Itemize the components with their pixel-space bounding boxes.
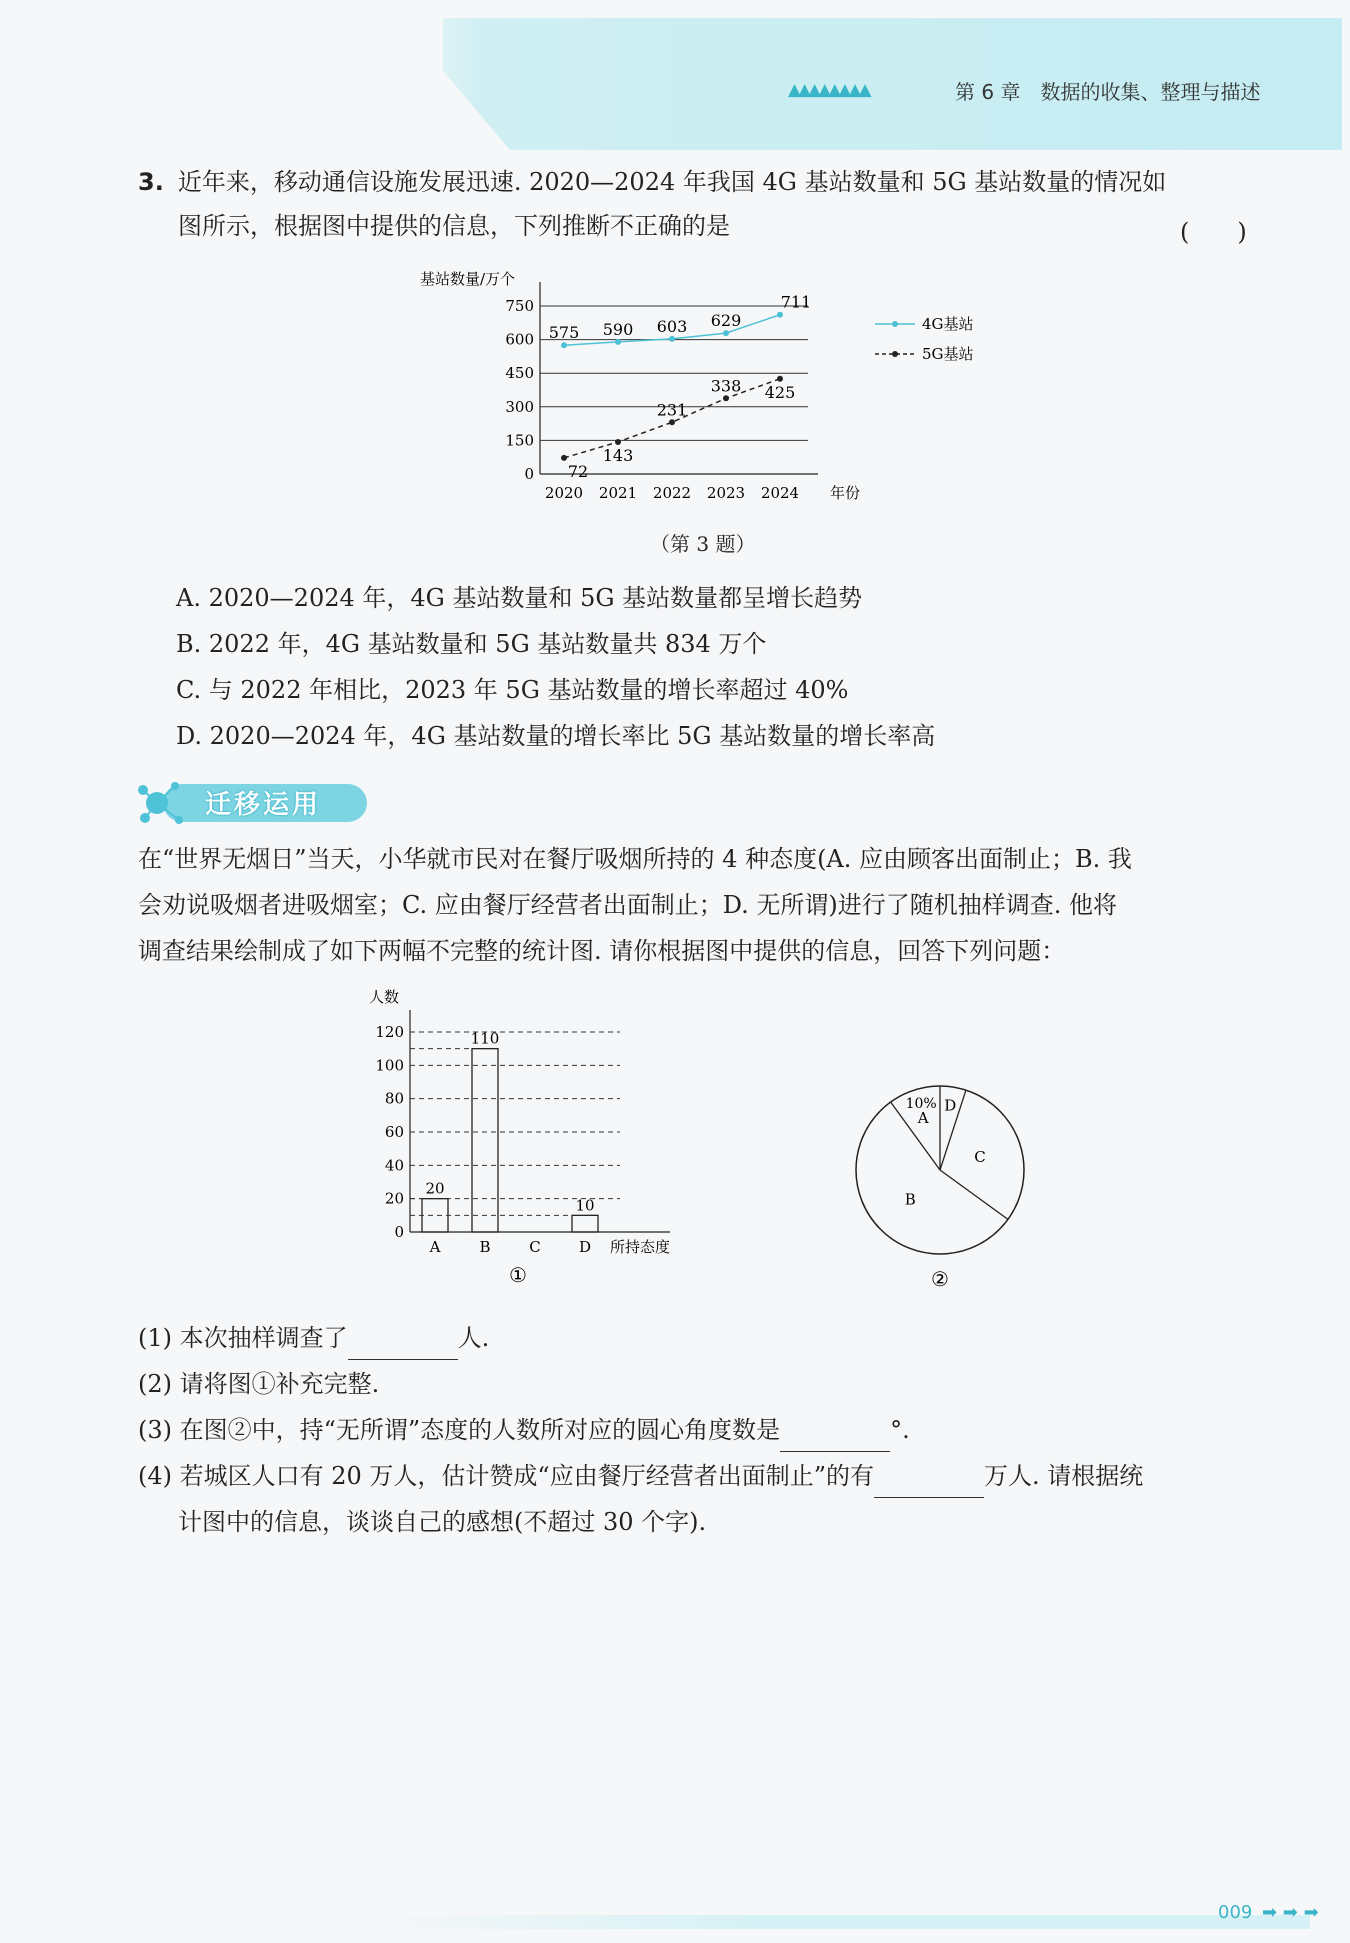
bar-chart-y-tick: 100	[375, 1056, 404, 1075]
bar-chart-y-tick: 80	[384, 1089, 404, 1108]
line-chart-x-tick: 2023	[706, 484, 746, 502]
bar-chart-x-tick: C	[529, 1238, 541, 1256]
line-chart-data-label: 590	[602, 319, 634, 339]
problem-line3: 调查结果绘制成了如下两幅不完整的统计图. 请你根据图中提供的信息，回答下列问题：	[138, 937, 1066, 965]
question-number: 3.	[138, 168, 164, 196]
page-number: 009	[1218, 1902, 1253, 1923]
option-d: D. 2020—2024 年，4G 基站数量的增长率比 5G 基站数量的增长率高	[176, 722, 936, 750]
line-chart-data-label: 711	[780, 292, 812, 312]
sub-question-1	[138, 1316, 489, 1360]
option-a: A. 2020—2024 年，4G 基站数量和 5G 基站数量都呈增长趋势	[176, 584, 863, 612]
pie-slice-percent-label: 10%	[905, 1096, 937, 1113]
sub-question-3	[138, 1408, 910, 1452]
pie-slice-boundary	[891, 1102, 940, 1170]
line-chart-ylabel: 基站数量/万个	[420, 270, 516, 288]
chapter-title: 第 6 章 数据的收集、整理与描述	[955, 80, 1261, 104]
sub-question-4-text: (4) 若城区人口有 20 万人，估计赞成“应由餐厅经营者出面制止”的有	[138, 1462, 874, 1490]
line-chart-point	[669, 419, 675, 425]
bar-chart-y-tick: 40	[384, 1156, 404, 1175]
sub-question-4-suffix: 万人. 请根据统	[983, 1462, 1144, 1490]
option-c: C. 与 2022 年相比，2023 年 5G 基站数量的增长率超过 40%	[176, 676, 849, 704]
figure-caption-q3: （第 3 题）	[650, 532, 756, 556]
line-chart-xlabel: 年份	[830, 484, 861, 502]
bar-chart-y-tick: 20	[384, 1189, 404, 1208]
bar-D	[572, 1215, 598, 1232]
pie-chart	[830, 1060, 1050, 1290]
line-chart-legend-marker	[892, 351, 898, 357]
bar-chart-x-tick: A	[429, 1238, 441, 1256]
page-arrow-icon: ➡ ➡ ➡	[1262, 1902, 1319, 1923]
section-title: 迁移运用	[205, 790, 322, 820]
sub-question-1-suffix: 人.	[457, 1324, 490, 1352]
line-chart-data-label: 629	[710, 311, 742, 331]
line-chart-legend-label: 4G基站	[922, 315, 974, 333]
line-chart-legend-marker	[892, 321, 898, 327]
line-chart-point	[777, 376, 783, 382]
question-3	[138, 160, 1166, 204]
bar-chart-caption: ①	[509, 1263, 527, 1287]
line-chart-data-label: 575	[548, 323, 580, 343]
line-chart-y-tick: 150	[505, 431, 534, 450]
footer-band	[380, 1915, 1310, 1929]
line-chart-x-tick: 2022	[652, 484, 692, 502]
line-chart-point	[615, 339, 621, 345]
line-chart-data-label: 72	[567, 461, 589, 481]
bar-chart-x-tick: B	[479, 1238, 491, 1256]
answer-blank[interactable]	[874, 1469, 984, 1498]
line-chart-point	[561, 342, 567, 348]
bar-chart-xlabel: 所持态度	[610, 1238, 671, 1256]
line-chart-x-tick: 2024	[760, 484, 800, 502]
line-chart-point	[615, 439, 621, 445]
sub-question-4	[138, 1454, 1143, 1498]
line-chart-x-tick: 2020	[544, 484, 584, 502]
line-chart-data-label: 338	[710, 376, 742, 396]
pie-slice-label-A: A	[917, 1109, 929, 1128]
bar-chart-x-tick: D	[578, 1238, 592, 1256]
bar-chart-y-tick: 0	[394, 1223, 404, 1241]
line-chart-point	[723, 330, 729, 336]
line-chart	[410, 262, 1010, 512]
sub-question-4-line2: 计图中的信息，谈谈自己的感想(不超过 30 个字).	[178, 1508, 707, 1536]
bar-B	[472, 1049, 498, 1232]
bar-chart-y-tick: 120	[375, 1023, 404, 1041]
line-chart-point	[777, 312, 783, 318]
pie-slice-label-C: C	[974, 1148, 986, 1167]
line-chart-point	[561, 455, 567, 461]
problem-line2: 会劝说吸烟者进吸烟室；C. 应由餐厅经营者出面制止；D. 无所谓)进行了随机抽样调查. 他将	[138, 891, 1118, 919]
question-3-line1: 近年来，移动通信设施发展迅速. 2020—2024 年我国 4G 基站数量和 5G 基站数量的情况如	[177, 168, 1167, 196]
bar-chart-data-label: 10	[575, 1196, 595, 1215]
bar-chart-ylabel: 人数	[369, 988, 400, 1006]
line-chart-data-label: 143	[602, 445, 634, 465]
line-chart-y-tick: 600	[505, 330, 534, 349]
header-decoration-icon: ▲▲▲▲▲▲▲▲	[788, 80, 869, 100]
sub-question-2: (2) 请将图①补充完整.	[138, 1370, 380, 1398]
answer-blank[interactable]	[348, 1331, 458, 1360]
pie-slice-label-B: B	[904, 1190, 916, 1209]
question-3-line2: 图所示，根据图中提供的信息，下列推断不正确的是	[178, 212, 730, 240]
bar-A	[422, 1199, 448, 1232]
line-chart-y-tick: 0	[524, 465, 534, 483]
answer-blank[interactable]	[780, 1423, 890, 1452]
bar-chart-data-label: 20	[425, 1179, 445, 1198]
sub-question-3-text: (3) 在图②中，持“无所谓”态度的人数所对应的圆心角度数是	[138, 1416, 781, 1444]
line-chart-data-label: 603	[656, 316, 688, 336]
bar-chart-y-tick: 60	[384, 1123, 404, 1141]
line-chart-data-label: 231	[656, 400, 688, 420]
pie-slice-boundary	[940, 1170, 1008, 1219]
sub-question-1-text: (1) 本次抽样调查了	[138, 1324, 348, 1352]
line-chart-y-tick: 300	[505, 397, 534, 416]
line-chart-x-tick: 2021	[598, 484, 638, 502]
sub-question-3-suffix: °.	[890, 1416, 910, 1444]
line-chart-y-tick: 450	[505, 364, 534, 383]
bar-chart	[355, 980, 685, 1290]
option-b: B. 2022 年，4G 基站数量和 5G 基站数量共 834 万个	[176, 630, 767, 658]
line-chart-data-label: 425	[764, 382, 796, 402]
line-chart-legend-label: 5G基站	[922, 345, 974, 363]
line-chart-point	[669, 336, 675, 342]
pie-chart-caption: ②	[931, 1267, 949, 1290]
answer-paren: ( )	[1180, 218, 1247, 246]
problem-line1: 在“世界无烟日”当天，小华就市民对在餐厅吸烟所持的 4 种态度(A. 应由顾客出面制止；B. 我	[138, 845, 1132, 873]
bar-chart-data-label: 110	[470, 1029, 500, 1048]
line-chart-y-tick: 750	[505, 297, 534, 315]
pie-slice-label-D: D	[944, 1096, 957, 1115]
line-chart-point	[723, 395, 729, 401]
